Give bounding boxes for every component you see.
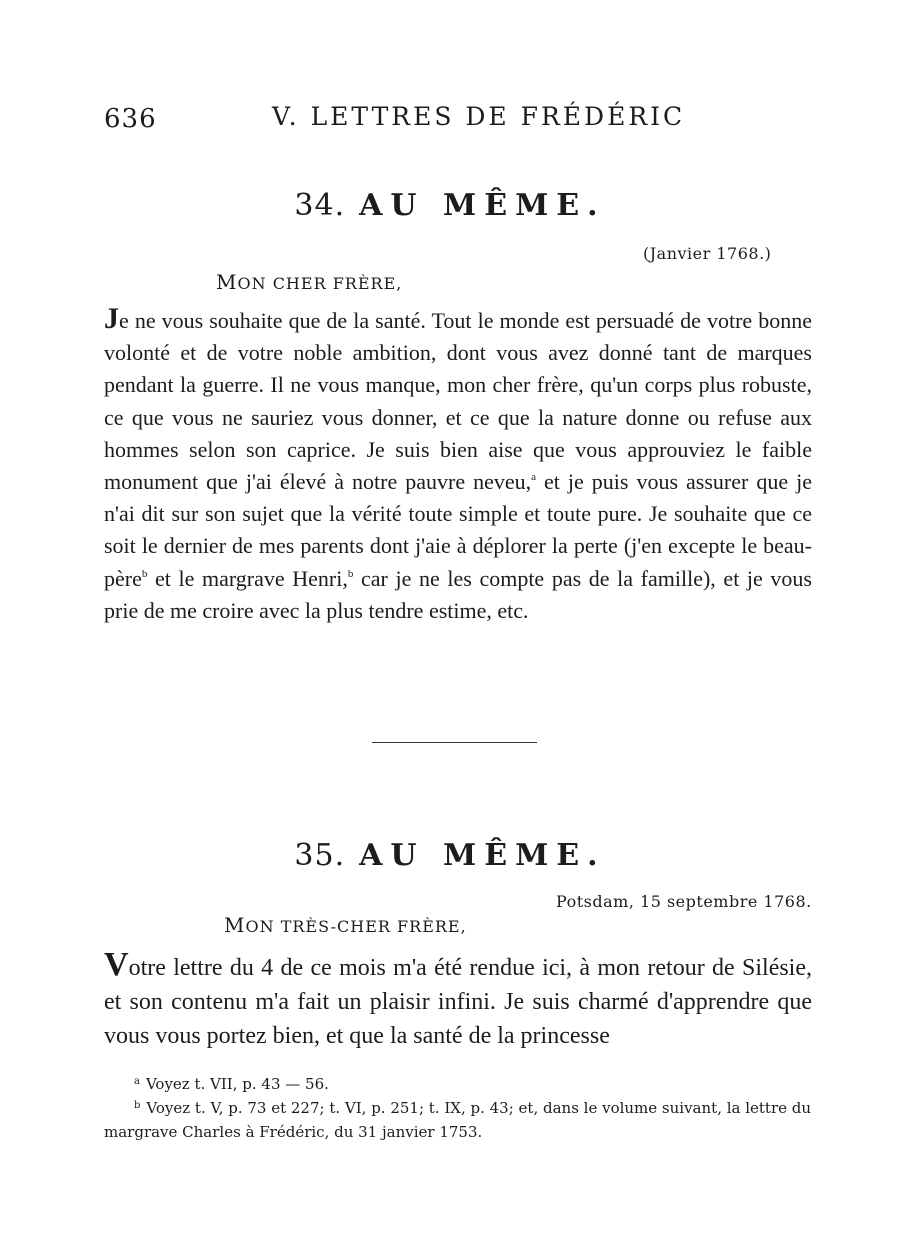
footnote-b-text: Voyez t. V, p. 73 et 227; t. VI, p. 251; t. IX, p. 43; et, dans le volume suivant, la lettre du margrave Charles à Frédéric, du 31 janvier 1753. (104, 1099, 812, 1141)
footnote-a (104, 1072, 812, 1096)
letter-35-salutation-rest: ON TRÈS-CHER FRÈRE, (245, 917, 467, 936)
letter-34-body (104, 303, 812, 627)
letter-34-number: 34. (294, 188, 346, 223)
letter-35-date: Potsdam, 15 septembre 1768. (556, 892, 812, 911)
letter-35-number: 35. (294, 838, 346, 873)
letter-34-body-part-2: et je puis vous assurer que je n'ai dit sur son sujet que la vérité toute simple et toute pure. Je souhaite que ce soit le dernier de mes parents dont j'aie à déplorer la perte (j'en excepte le beau-père (104, 469, 812, 591)
section-divider (372, 742, 537, 743)
footnote-b-mark: b (134, 1100, 141, 1111)
letter-34-salutation-initial: M (216, 270, 238, 294)
footnote-ref-b: b (141, 567, 148, 580)
footnote-ref-b: b (347, 567, 354, 580)
running-title: V. LETTRES DE FRÉDÉRIC (272, 102, 686, 131)
footnote-b (104, 1096, 812, 1144)
letter-34-body-part-4: car je ne les compte pas de la famille), et je vous prie de me croire avec la plus tendre estime, etc. (104, 565, 812, 623)
letter-34-title: AU MÊME. (359, 188, 606, 223)
footnote-a-mark: a (134, 1076, 140, 1087)
letter-34-dropcap: J (104, 302, 119, 335)
letter-35-body-text: otre lettre du 4 de ce mois m'a été rendue ici, à mon retour de Silésie, et son contenu m'a fait un plaisir infini. Je suis charmé d'apprendre que vous vous portez bien, et que la santé de la princesse (104, 955, 812, 1049)
letter-35-dropcap: V (104, 946, 129, 983)
letter-34-heading (0, 188, 900, 223)
letter-34-body-part-1: e ne vous souhaite que de la santé. Tout le monde est persuadé de votre bonne volonté et de votre noble ambition, dont vous avez donné tant de marques pendant la guerre. Il ne vous manque, mon cher frère, qu'un corps plus robuste, ce que vous ne sauriez vous donner, et ce que la nature donne ou refuse aux hommes selon son caprice. Je suis bien aise que vous approuviez le faible monument que j'ai élevé à notre pauvre neveu, (104, 308, 812, 495)
letter-34-body-part-3: et le margrave Henri, (147, 565, 348, 591)
letter-34-date: (Janvier 1768.) (643, 244, 772, 263)
letter-35-salutation (224, 913, 467, 937)
letter-35-salutation-initial: M (224, 913, 246, 937)
footnote-a-text: Voyez t. VII, p. 43 — 56. (145, 1075, 329, 1093)
letter-35-title: AU MÊME. (359, 838, 606, 873)
page-number: 636 (104, 104, 157, 134)
letter-34-salutation (216, 270, 402, 294)
letter-35-body (104, 948, 812, 1053)
footnote-ref-a: a (531, 471, 537, 484)
footnotes (104, 1072, 812, 1144)
letter-34-salutation-rest: ON CHER FRÈRE, (237, 274, 403, 293)
letter-35-heading (0, 838, 900, 873)
